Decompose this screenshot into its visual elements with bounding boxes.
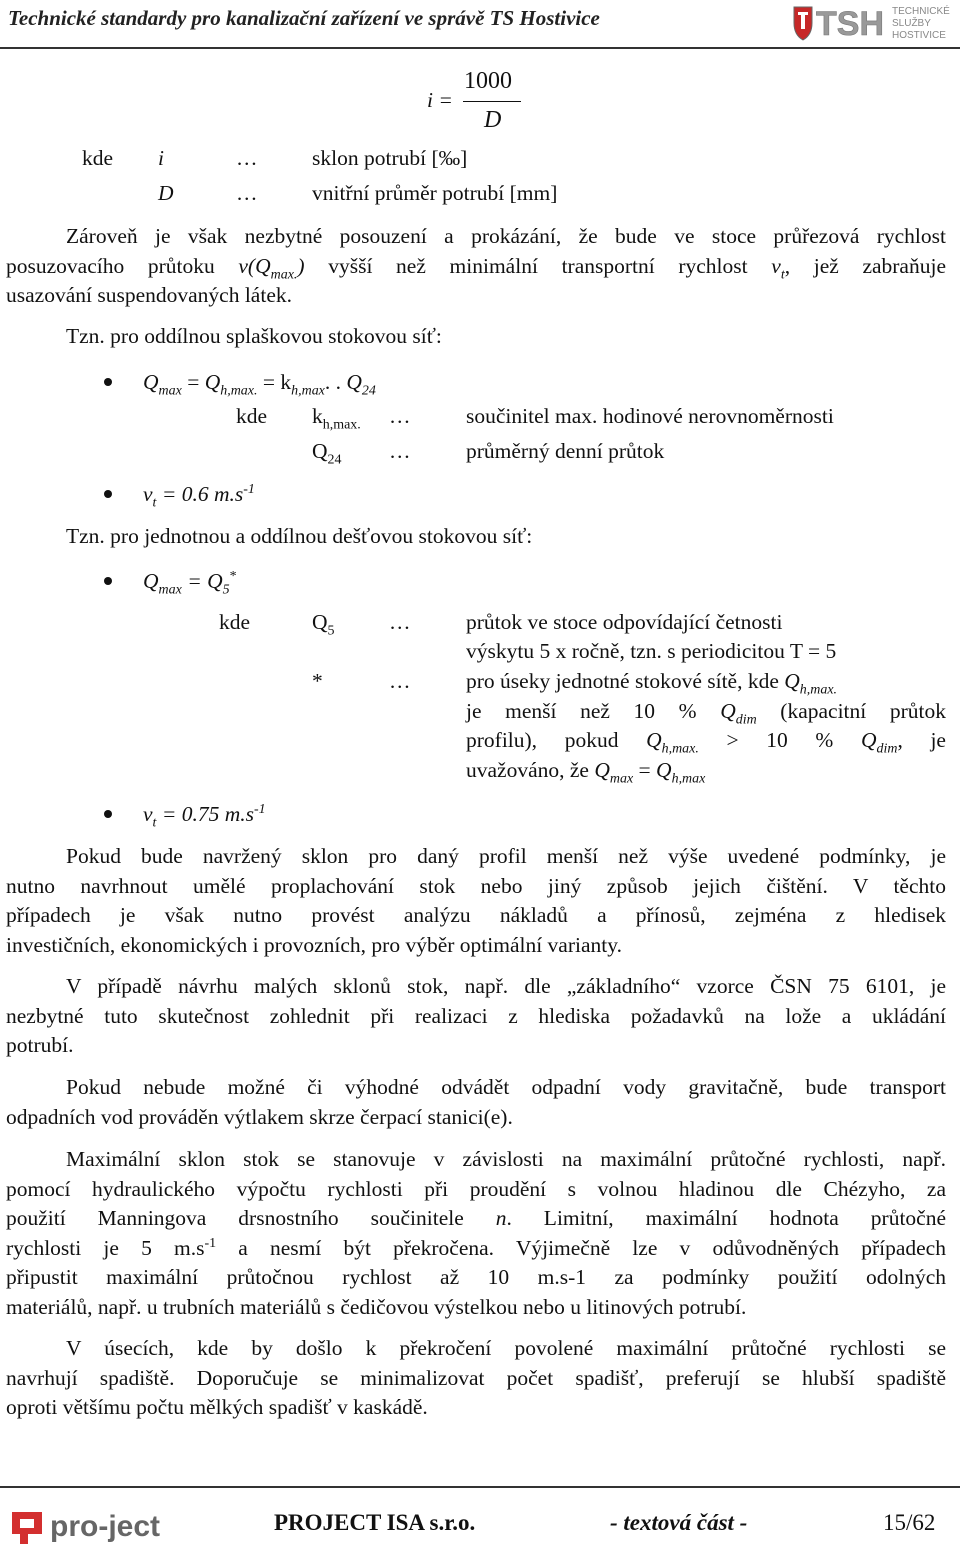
formula-lhs: i = [427,88,453,112]
logo-sub-1: TECHNICKÉ [892,6,950,17]
def-desc-i: sklon potrubí [‰] [312,146,468,170]
bullet-icon [104,810,112,818]
s1-desc-k: součinitel max. hodinové nerovnoměrnosti [466,404,834,428]
paragraph-2: Pokud bude navržený sklon pro daný profil menší než výše uvedené podmínky, je nutno navrhnout umělé proplachování stok nebo jiný způsob jejich čištění. V těchto případech je však nutno provést analýzu nákladů a přínosů, zejména z hledisek investičních, ekonomických i provozních, pro výběr optimální varianty. [6,844,946,957]
header-divider [0,47,960,49]
footer-divider [0,1486,960,1488]
s2-sym-star: * [312,669,323,693]
s2-desc-q5-2: výskytu 5 x ročně, tzn. s periodicitou T = 5 [466,639,837,663]
s1-dots: … [389,404,411,428]
paragraph-1 [6,222,946,311]
s2-dots: … [389,610,411,634]
def-symbol-i: i [158,146,164,170]
s2-kde: kde [219,610,251,634]
s2-dots: … [389,669,411,693]
formula-denominator: D [484,107,502,133]
s2-desc-q5-1: průtok ve stoce odpovídající četnosti [466,610,783,634]
bullet-icon [104,490,112,498]
def-symbol-d: D [158,181,174,205]
s2-velocity: $v_t = 0.75$ $m.s^{-1}$ [143,801,266,831]
s2-desc-star: pro úseky jednotné stokové sítě, kde $Q_{h,max.}$ je menší než 10 % $Q_{dim}$ (kapacitní průtok profilu), pokud $Q_{h,max.} > 10$ % $Q_{dim}$, je uvažováno, že $Q_{max} = Q_{h,max}$ [466,669,946,786]
s1-velocity: $v_t = 0.6$ $m.s^{-1}$ [143,481,255,511]
s1-sym-q24: $Q_{24}$ [312,439,342,468]
p1-line-3: usazování suspendovaných látek. [6,283,292,307]
paragraph-4: Pokud nebude možné či výhodné odvádět odpadní vody gravitačně, bude transport odpadních vod prováděn výtlakem skrze čerpací stanici(e). [6,1075,946,1129]
def-dots: … [236,181,258,205]
fraction-line [463,101,521,102]
s1-dots: … [389,439,411,463]
def-dots: … [236,146,258,170]
section-2-intro: Tzn. pro jednotnou a oddílnou dešťovou stokovou síť: [66,524,533,548]
def-desc-d: vnitřní průměr potrubí [mm] [312,181,558,205]
shield-icon [794,7,812,40]
paragraph-6: V úsecích, kde by došlo k překročení povolené maximální průtočné rychlosti se navrhují spadiště. Doporučuje se minimalizovat počet spadišť, preferují se hlubší spadiště oproti většímu počtu mělkých spadišť v kaskádě. [6,1336,946,1419]
project-logo-text: pro-ject [50,1510,161,1543]
s1-kde: kde [236,404,268,428]
paragraph-5: Maximální sklon stok se stanovuje v závislosti na maximální průtočné rychlosti, např. pomocí hydraulického výpočtu rychlosti při proudění s volnou hladinou dle Chézyho, za použití Manningova drsnostního součinitele n. Limitní, maximální hodnota průtočné rychlosti je 5 $m.s^{-1}$ a nesmí být překročena. Výjimečně lze v odůvodněných případech připustit maximální průtočnou rychlost až 10 m.s-1 za podmínky použití odolných materiálů, např. u trubních materiálů s čedičovou výstelkou nebo u litinových potrubí. [6,1147,946,1319]
s1-sym-k: $k_{h,max.}$ [312,404,361,433]
s2-formula-qmax: $Q_{max} = Q_5^*$ [143,568,237,598]
footer-page-number: 15/62 [883,1510,936,1535]
tsh-logo [792,3,952,43]
p1-line-1: Zároveň je však nezbytné posouzení a prokázání, že bude ve stoce průřezová rychlost [66,224,946,248]
bullet-icon [104,577,112,585]
section-1-intro: Tzn. pro oddílnou splaškovou stokovou síť: [66,324,442,348]
logo-sub-2: SLUŽBY [892,18,931,29]
s2-sym-q5: $Q_5$ [312,610,335,639]
logo-tsh-text: TSH [816,5,884,43]
header-title: Technické standardy pro kanalizační zařízení ve správě TS Hostivice [8,6,600,30]
project-logo-mark-icon [12,1512,42,1544]
footer-part: - textová část - [610,1510,748,1535]
logo-sub-3: HOSTIVICE [892,30,946,41]
p1-line-2: posuzovacího průtoku $v(Q_{max.})$ vyšší než minimální transportní rychlost $v_t$, jež zabraňuje [6,253,946,282]
bullet-icon [104,378,112,386]
project-logo [8,1506,240,1550]
formula-numerator: 1000 [464,68,512,94]
s1-desc-q24: průměrný denní průtok [466,439,665,463]
def-kde: kde [82,146,114,170]
footer-company: PROJECT ISA s.r.o. [274,1510,476,1535]
s1-formula-qmax: $Q_{max} = Q_{h,max.} = k_{h,max}$. . $Q_{24}$ [143,370,376,399]
paragraph-3: V případě návrhu malých sklonů stok, např. dle „základního“ vzorce ČSN 75 6101, je nezbytné tuto skutečnost zohlednit při realizaci z hlediska požadavků na lože a ukládání potrubí. [6,974,946,1057]
